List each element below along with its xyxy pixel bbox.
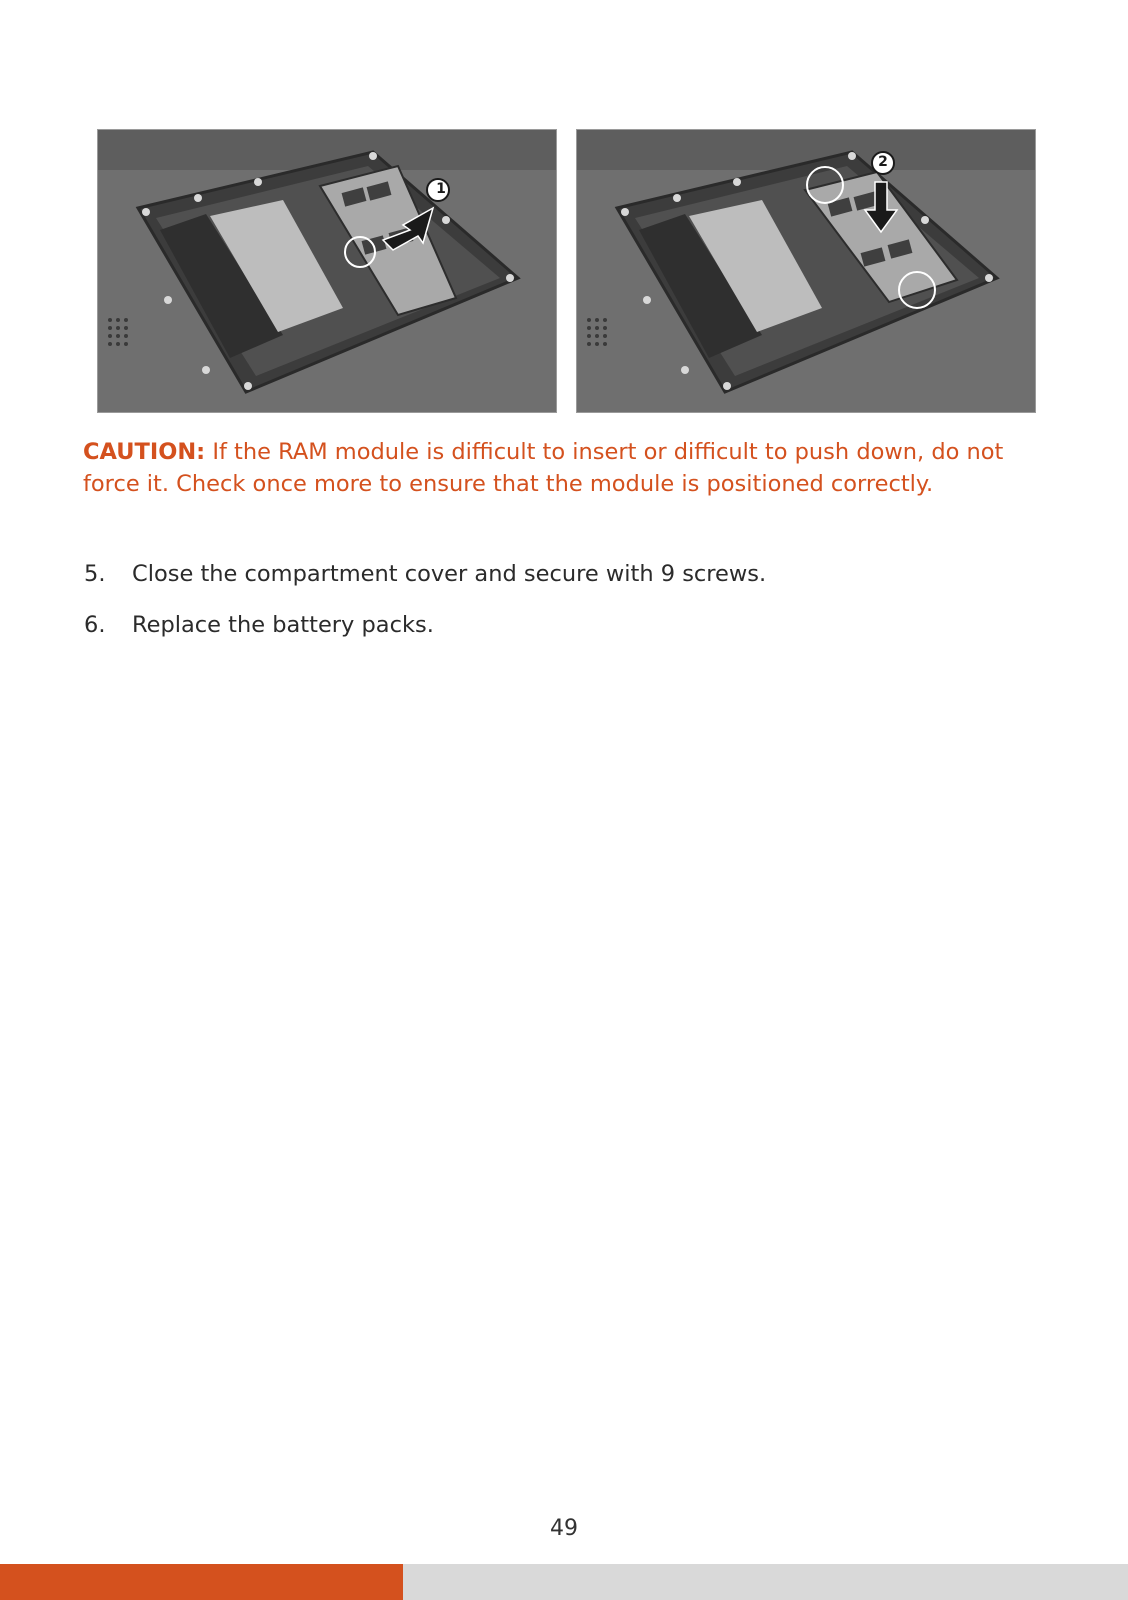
page-number: 49 [550, 1516, 578, 1541]
callout-number-1: 1 [436, 181, 446, 197]
step-number: 6. [84, 612, 106, 638]
caution-text: If the RAM module is difficult to insert or difficult to push down, do not force it. Check once more to ensure that the module is positioned correctly. [83, 439, 1004, 497]
footer-gray-block [403, 1564, 1128, 1600]
ram-push-down-photo [576, 129, 1036, 413]
ram-insert-photo [97, 129, 557, 413]
footer-bar [0, 1564, 1128, 1600]
caution-note [83, 436, 1043, 500]
step-number: 5. [84, 561, 106, 587]
callout-number-2: 2 [878, 154, 888, 170]
step-text: Replace the battery packs. [132, 612, 434, 638]
footer-accent-block [0, 1564, 403, 1600]
step-text: Close the compartment cover and secure with 9 screws. [132, 561, 767, 587]
list-item [84, 609, 434, 641]
caution-label: CAUTION: [83, 439, 206, 465]
list-item [84, 558, 766, 590]
